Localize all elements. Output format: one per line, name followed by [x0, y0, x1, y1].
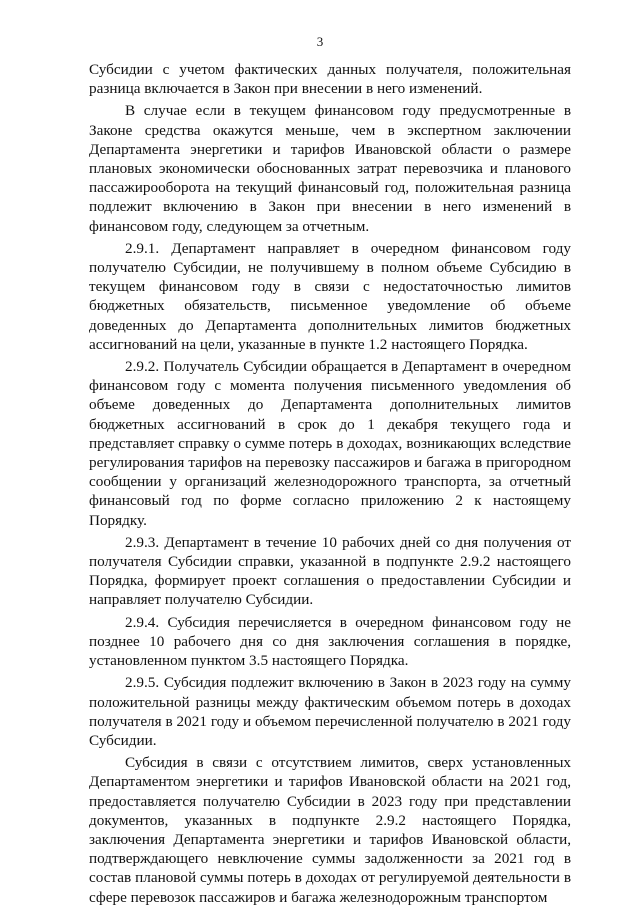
clause-2-9-3: 2.9.3. Департамент в течение 10 рабочих дней со дня получения от получателя Субсидии справки, указанной в подпункте 2.9.2 настоящего Порядка, формирует проект соглашения о предоставлении Субсидии и направляет получателю Субсидии. — [89, 533, 571, 609]
paragraph-continuation: Субсидии с учетом фактических данных получателя, положительная разница включается в Закон при внесении в него изменений. — [89, 61, 571, 98]
paragraph-deficit-case: В случае если в текущем финансовом году предусмотренные в Законе средства окажутся меньше, чем в экспертном заключении Департамента энергетики и тарифов Ивановской области о размере плановых экономически обоснованных затрат перевозчика и планового пассажирооборота на текущий финансовый год, положительная разница подлежит включению в Закон при внесении в него изменений в финансовом году, следующем за отчетным. — [89, 102, 571, 235]
clause-2-9-2: 2.9.2. Получатель Субсидии обращается в Департамент в очередном финансовом году с момента получения письменного уведомления об объеме доведенных до Департамента дополнительных лимитов бюджетных ассигнований в срок до 1 декабря текущего года и представляет справку о сумме потерь в доходах, возникающих вследствие регулирования тарифов на перевозку пассажиров и багажа в пригородном сообщении у организаций железнодорожного транспорта, за отчетный финансовый год по форме согласно приложению 2 к настоящему Порядку. — [89, 358, 571, 529]
clause-2-9-1: 2.9.1. Департамент направляет в очередном финансовом году получателю Субсидии, не получившему в полном объеме Субсидию в текущем финансовом году в связи с недостаточностью лимитов бюджетных обязательств, письменное уведомление об объеме доведенных до Департамента дополнительных лимитов бюджетных ассигнований на цели, указанные в пункте 1.2 настоящего Порядка. — [89, 239, 571, 353]
document-body — [89, 60, 571, 910]
clause-2-9-5: 2.9.5. Субсидия подлежит включению в Закон в 2023 году на сумму положительной разницы между фактическим объемом потерь в доходах получателя в 2021 году и объемом перечисленной получателю в 2021 году Субсидии. — [89, 674, 571, 749]
paragraph-subsidy-no-limits: Субсидия в связи с отсутствием лимитов, сверх установленных Департаментом энергетики и тарифов Ивановской области на 2021 год, предоставляется получателю Субсидии в 2023 году при представлении документов, указанных в подпункте 2.9.2 настоящего Порядка, заключения Департамента энергетики и тарифов Ивановской области, подтверждающего невключение суммы задолженности за 2021 год в состав плановой суммы потерь в доходах от регулируемой деятельности в сфере перевозок пассажиров и багажа железнодорожным транспортом — [89, 754, 571, 906]
page-number: 3 — [316, 34, 324, 49]
clause-2-9-4: 2.9.4. Субсидия перечисляется в очередном финансовом году не позднее 10 рабочего дня со дня заключения соглашения в порядке, установленном пунктом 3.5 настоящего Порядка. — [89, 613, 571, 670]
